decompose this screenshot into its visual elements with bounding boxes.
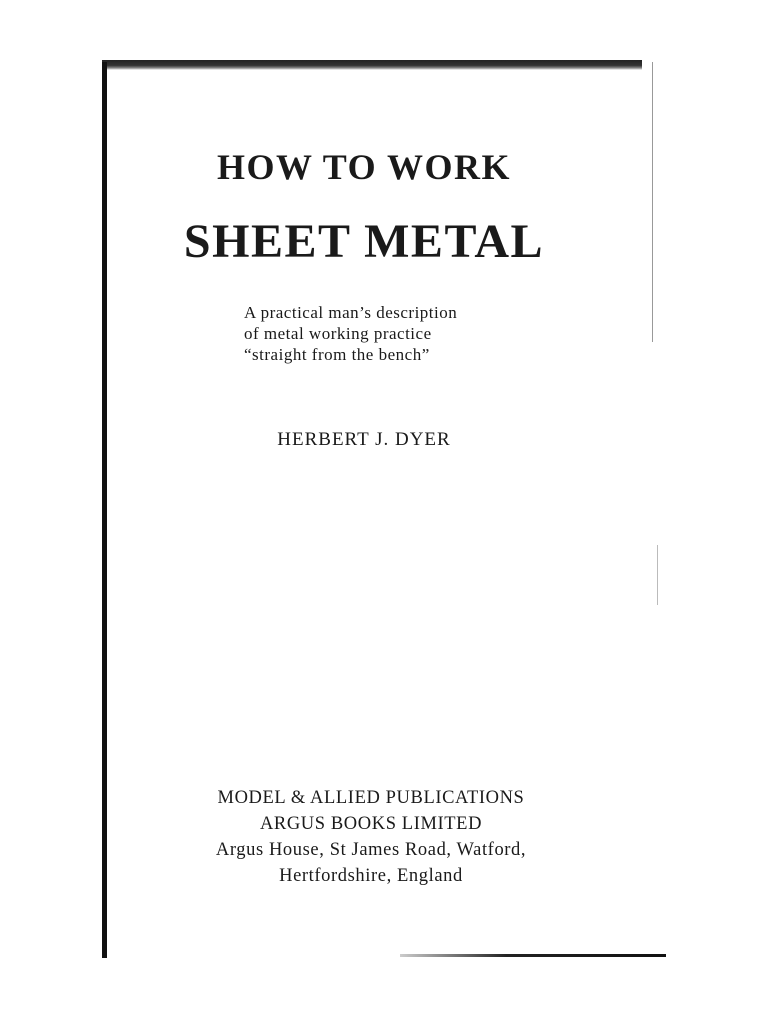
author-name: HERBERT J. DYER: [277, 429, 451, 450]
publisher-line: Argus House, St James Road, Watford,: [215, 840, 527, 860]
publisher-line: Hertfordshire, England: [279, 866, 463, 886]
subtitle-line: A practical man’s description: [244, 303, 458, 322]
publisher-block: [0, 785, 742, 889]
publisher-line: MODEL & ALLIED PUBLICATIONS: [217, 788, 525, 808]
title-line-1: HOW TO WORK: [217, 147, 511, 187]
publisher-line: ARGUS BOOKS LIMITED: [259, 814, 483, 834]
subtitle-line: of metal working practice: [244, 324, 432, 343]
subtitle: [244, 302, 457, 365]
subtitle-line: “straight from the bench”: [244, 345, 430, 364]
scan-edge-top: [102, 60, 642, 70]
scan-edge-bottom: [400, 954, 666, 957]
title-line-2: SHEET METAL: [183, 215, 545, 268]
scan-edge-right-lower: [657, 545, 658, 605]
scan-edge-right: [652, 62, 653, 342]
